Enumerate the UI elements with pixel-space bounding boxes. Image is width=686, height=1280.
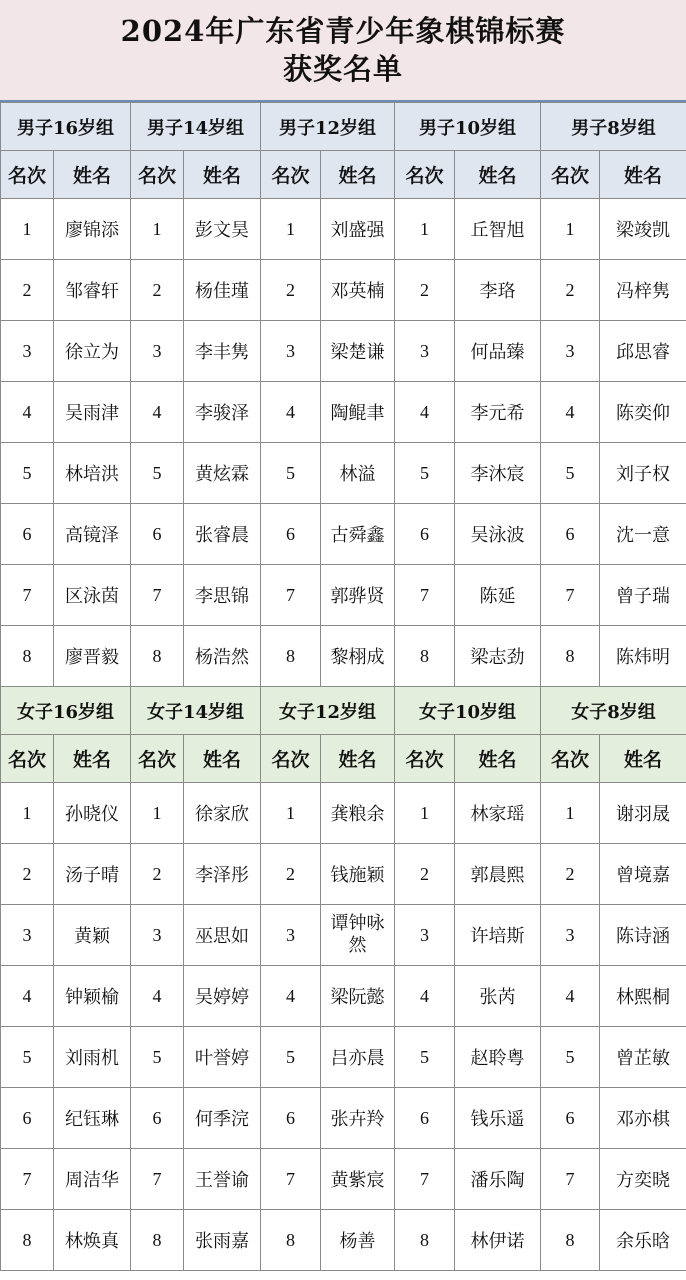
name-cell: 潘乐陶: [455, 1149, 541, 1210]
rank-cell: 1: [261, 199, 321, 260]
rank-cell: 3: [1, 905, 54, 966]
name-cell: 陶鲲聿: [321, 382, 395, 443]
name-header: 姓名: [600, 735, 686, 783]
group-title: 女子10岁组: [395, 687, 541, 735]
rank-cell: 8: [1, 1210, 54, 1271]
rank-cell: 1: [541, 199, 600, 260]
name-cell: 张睿晨: [184, 504, 261, 565]
rank-cell: 5: [541, 443, 600, 504]
name-cell: 张雨嘉: [184, 1210, 261, 1271]
rank-header: 名次: [395, 151, 455, 199]
name-cell: 巫思如: [184, 905, 261, 966]
rank-cell: 1: [131, 783, 184, 844]
rank-header: 名次: [131, 151, 184, 199]
table-row: [1, 905, 686, 966]
name-cell: 吴婷婷: [184, 966, 261, 1027]
name-cell: 谭钟咏然: [321, 905, 395, 966]
name-cell: 林溢: [321, 443, 395, 504]
table-row: [1, 382, 686, 443]
rank-header: 名次: [261, 151, 321, 199]
rank-cell: 8: [1, 626, 54, 687]
rank-cell: 8: [541, 626, 600, 687]
rank-cell: 1: [131, 199, 184, 260]
group-title: 男子16岁组: [1, 103, 131, 151]
rank-cell: 1: [541, 783, 600, 844]
table-row: [1, 1027, 686, 1088]
table-row: [1, 626, 686, 687]
rank-cell: 1: [261, 783, 321, 844]
rank-cell: 7: [261, 1149, 321, 1210]
name-cell: 张卉羚: [321, 1088, 395, 1149]
name-cell: 黄颖: [54, 905, 131, 966]
rank-cell: 3: [131, 321, 184, 382]
name-cell: 汤子晴: [54, 844, 131, 905]
male-group-row: [1, 103, 686, 151]
name-cell: 徐家欣: [184, 783, 261, 844]
table-row: [1, 844, 686, 905]
rank-cell: 4: [1, 382, 54, 443]
rank-cell: 2: [395, 844, 455, 905]
rank-cell: 5: [395, 1027, 455, 1088]
table-row: [1, 443, 686, 504]
rank-cell: 6: [131, 1088, 184, 1149]
name-cell: 钱乐遥: [455, 1088, 541, 1149]
rank-cell: 7: [1, 1149, 54, 1210]
rank-cell: 8: [131, 1210, 184, 1271]
rank-cell: 6: [1, 1088, 54, 1149]
rank-header: 名次: [395, 735, 455, 783]
table-body: [1, 103, 686, 1271]
name-cell: 彭文昊: [184, 199, 261, 260]
name-cell: 龚粮余: [321, 783, 395, 844]
name-cell: 李骏泽: [184, 382, 261, 443]
male-column-header-row: [1, 151, 686, 199]
rank-cell: 1: [395, 199, 455, 260]
female-column-header-row: [1, 735, 686, 783]
table-row: [1, 1210, 686, 1271]
rank-cell: 5: [541, 1027, 600, 1088]
name-cell: 陈炜明: [600, 626, 686, 687]
rank-cell: 7: [395, 1149, 455, 1210]
group-title: 男子8岁组: [541, 103, 686, 151]
rank-cell: 4: [261, 966, 321, 1027]
name-cell: 杨善: [321, 1210, 395, 1271]
name-cell: 廖锦添: [54, 199, 131, 260]
name-cell: 刘子权: [600, 443, 686, 504]
name-cell: 李泽彤: [184, 844, 261, 905]
rank-cell: 6: [261, 504, 321, 565]
rank-cell: 3: [541, 905, 600, 966]
rank-cell: 4: [395, 966, 455, 1027]
name-cell: 王誉谕: [184, 1149, 261, 1210]
award-table: [0, 102, 686, 1271]
name-cell: 纪钰琳: [54, 1088, 131, 1149]
name-cell: 梁竣凯: [600, 199, 686, 260]
rank-cell: 7: [131, 1149, 184, 1210]
name-cell: 谢羽晟: [600, 783, 686, 844]
rank-cell: 8: [131, 626, 184, 687]
name-cell: 孙晓仪: [54, 783, 131, 844]
group-title: 女子14岁组: [131, 687, 261, 735]
name-cell: 黄紫宸: [321, 1149, 395, 1210]
name-cell: 许培斯: [455, 905, 541, 966]
group-title: 女子16岁组: [1, 687, 131, 735]
rank-cell: 7: [1, 565, 54, 626]
rank-cell: 5: [261, 443, 321, 504]
rank-cell: 6: [395, 1088, 455, 1149]
rank-cell: 6: [541, 1088, 600, 1149]
name-header: 姓名: [321, 151, 395, 199]
name-cell: 林家瑶: [455, 783, 541, 844]
rank-cell: 4: [131, 966, 184, 1027]
rank-cell: 3: [261, 905, 321, 966]
name-cell: 郭骅贤: [321, 565, 395, 626]
page-title: [0, 0, 686, 102]
name-cell: 古舜鑫: [321, 504, 395, 565]
rank-cell: 3: [395, 905, 455, 966]
table-row: [1, 321, 686, 382]
table-row: [1, 1088, 686, 1149]
name-cell: 刘雨机: [54, 1027, 131, 1088]
rank-cell: 6: [395, 504, 455, 565]
name-cell: 梁阮懿: [321, 966, 395, 1027]
rank-cell: 3: [261, 321, 321, 382]
name-header: 姓名: [54, 735, 131, 783]
rank-cell: 5: [131, 1027, 184, 1088]
rank-cell: 4: [541, 966, 600, 1027]
rank-header: 名次: [541, 735, 600, 783]
name-header: 姓名: [54, 151, 131, 199]
rank-cell: 4: [1, 966, 54, 1027]
name-cell: 林焕真: [54, 1210, 131, 1271]
table-row: [1, 565, 686, 626]
name-cell: 张芮: [455, 966, 541, 1027]
table-row: [1, 966, 686, 1027]
name-cell: 李元希: [455, 382, 541, 443]
rank-cell: 2: [131, 844, 184, 905]
group-title: 女子12岁组: [261, 687, 395, 735]
name-cell: 何季浣: [184, 1088, 261, 1149]
rank-cell: 7: [395, 565, 455, 626]
name-cell: 吴雨津: [54, 382, 131, 443]
rank-cell: 7: [541, 1149, 600, 1210]
name-cell: 何品臻: [455, 321, 541, 382]
name-header: 姓名: [184, 735, 261, 783]
name-cell: 郭晨熙: [455, 844, 541, 905]
name-cell: 徐立为: [54, 321, 131, 382]
rank-cell: 2: [395, 260, 455, 321]
title-line-1: 2024年广东省青少年象棋锦标赛: [120, 14, 566, 48]
name-cell: 高镜泽: [54, 504, 131, 565]
name-cell: 钟颖榆: [54, 966, 131, 1027]
rank-cell: 4: [261, 382, 321, 443]
name-cell: 吴泳波: [455, 504, 541, 565]
name-cell: 刘盛强: [321, 199, 395, 260]
table-row: [1, 504, 686, 565]
name-cell: 邹睿轩: [54, 260, 131, 321]
name-cell: 区泳茵: [54, 565, 131, 626]
name-cell: 曾境嘉: [600, 844, 686, 905]
name-header: 姓名: [321, 735, 395, 783]
rank-cell: 3: [131, 905, 184, 966]
rank-cell: 7: [131, 565, 184, 626]
group-title: 女子8岁组: [541, 687, 686, 735]
name-cell: 黎栩成: [321, 626, 395, 687]
name-cell: 李珞: [455, 260, 541, 321]
name-cell: 黄炫霖: [184, 443, 261, 504]
name-cell: 李思锦: [184, 565, 261, 626]
rank-cell: 6: [261, 1088, 321, 1149]
table-row: [1, 783, 686, 844]
rank-cell: 2: [541, 844, 600, 905]
rank-cell: 2: [1, 844, 54, 905]
rank-cell: 3: [541, 321, 600, 382]
name-cell: 林培洪: [54, 443, 131, 504]
name-cell: 丘智旭: [455, 199, 541, 260]
name-cell: 邓英楠: [321, 260, 395, 321]
rank-cell: 2: [541, 260, 600, 321]
name-cell: 周洁华: [54, 1149, 131, 1210]
name-cell: 沈一意: [600, 504, 686, 565]
name-cell: 吕亦晨: [321, 1027, 395, 1088]
rank-header: 名次: [131, 735, 184, 783]
name-cell: 廖晋毅: [54, 626, 131, 687]
table-row: [1, 260, 686, 321]
rank-cell: 1: [1, 783, 54, 844]
name-cell: 杨佳瑾: [184, 260, 261, 321]
rank-cell: 2: [1, 260, 54, 321]
name-cell: 邱思睿: [600, 321, 686, 382]
group-title: 男子14岁组: [131, 103, 261, 151]
name-cell: 杨浩然: [184, 626, 261, 687]
name-cell: 邓亦棋: [600, 1088, 686, 1149]
rank-header: 名次: [541, 151, 600, 199]
rank-cell: 4: [541, 382, 600, 443]
rank-cell: 3: [395, 321, 455, 382]
rank-cell: 3: [1, 321, 54, 382]
name-cell: 林熙桐: [600, 966, 686, 1027]
name-cell: 曾子瑞: [600, 565, 686, 626]
table-row: [1, 199, 686, 260]
name-cell: 赵聆粤: [455, 1027, 541, 1088]
rank-cell: 4: [395, 382, 455, 443]
rank-cell: 5: [261, 1027, 321, 1088]
rank-cell: 6: [541, 504, 600, 565]
rank-cell: 8: [395, 1210, 455, 1271]
name-header: 姓名: [184, 151, 261, 199]
rank-cell: 4: [131, 382, 184, 443]
title-line-2: 获奖名单: [282, 52, 403, 86]
name-cell: 曾芷敏: [600, 1027, 686, 1088]
name-header: 姓名: [455, 151, 541, 199]
rank-cell: 7: [261, 565, 321, 626]
group-title: 男子10岁组: [395, 103, 541, 151]
name-cell: 钱施颖: [321, 844, 395, 905]
rank-cell: 6: [1, 504, 54, 565]
name-cell: 梁志劲: [455, 626, 541, 687]
name-cell: 余乐晗: [600, 1210, 686, 1271]
name-header: 姓名: [455, 735, 541, 783]
rank-cell: 5: [1, 443, 54, 504]
name-cell: 陈奕仰: [600, 382, 686, 443]
female-group-row: [1, 687, 686, 735]
rank-cell: 5: [1, 1027, 54, 1088]
name-cell: 李丰隽: [184, 321, 261, 382]
rank-cell: 8: [395, 626, 455, 687]
name-cell: 陈诗涵: [600, 905, 686, 966]
rank-cell: 8: [261, 1210, 321, 1271]
name-cell: 梁楚谦: [321, 321, 395, 382]
rank-cell: 5: [131, 443, 184, 504]
rank-cell: 8: [541, 1210, 600, 1271]
rank-cell: 8: [261, 626, 321, 687]
rank-cell: 2: [131, 260, 184, 321]
rank-cell: 2: [261, 844, 321, 905]
group-title: 男子12岁组: [261, 103, 395, 151]
name-cell: 李沐宸: [455, 443, 541, 504]
rank-cell: 2: [261, 260, 321, 321]
rank-cell: 7: [541, 565, 600, 626]
rank-cell: 6: [131, 504, 184, 565]
name-cell: 陈延: [455, 565, 541, 626]
table-row: [1, 1149, 686, 1210]
rank-header: 名次: [261, 735, 321, 783]
name-cell: 叶誉婷: [184, 1027, 261, 1088]
name-header: 姓名: [600, 151, 686, 199]
rank-header: 名次: [1, 151, 54, 199]
name-cell: 方奕晓: [600, 1149, 686, 1210]
name-cell: 林伊诺: [455, 1210, 541, 1271]
rank-header: 名次: [1, 735, 54, 783]
rank-cell: 1: [1, 199, 54, 260]
rank-cell: 1: [395, 783, 455, 844]
rank-cell: 5: [395, 443, 455, 504]
name-cell: 冯梓隽: [600, 260, 686, 321]
